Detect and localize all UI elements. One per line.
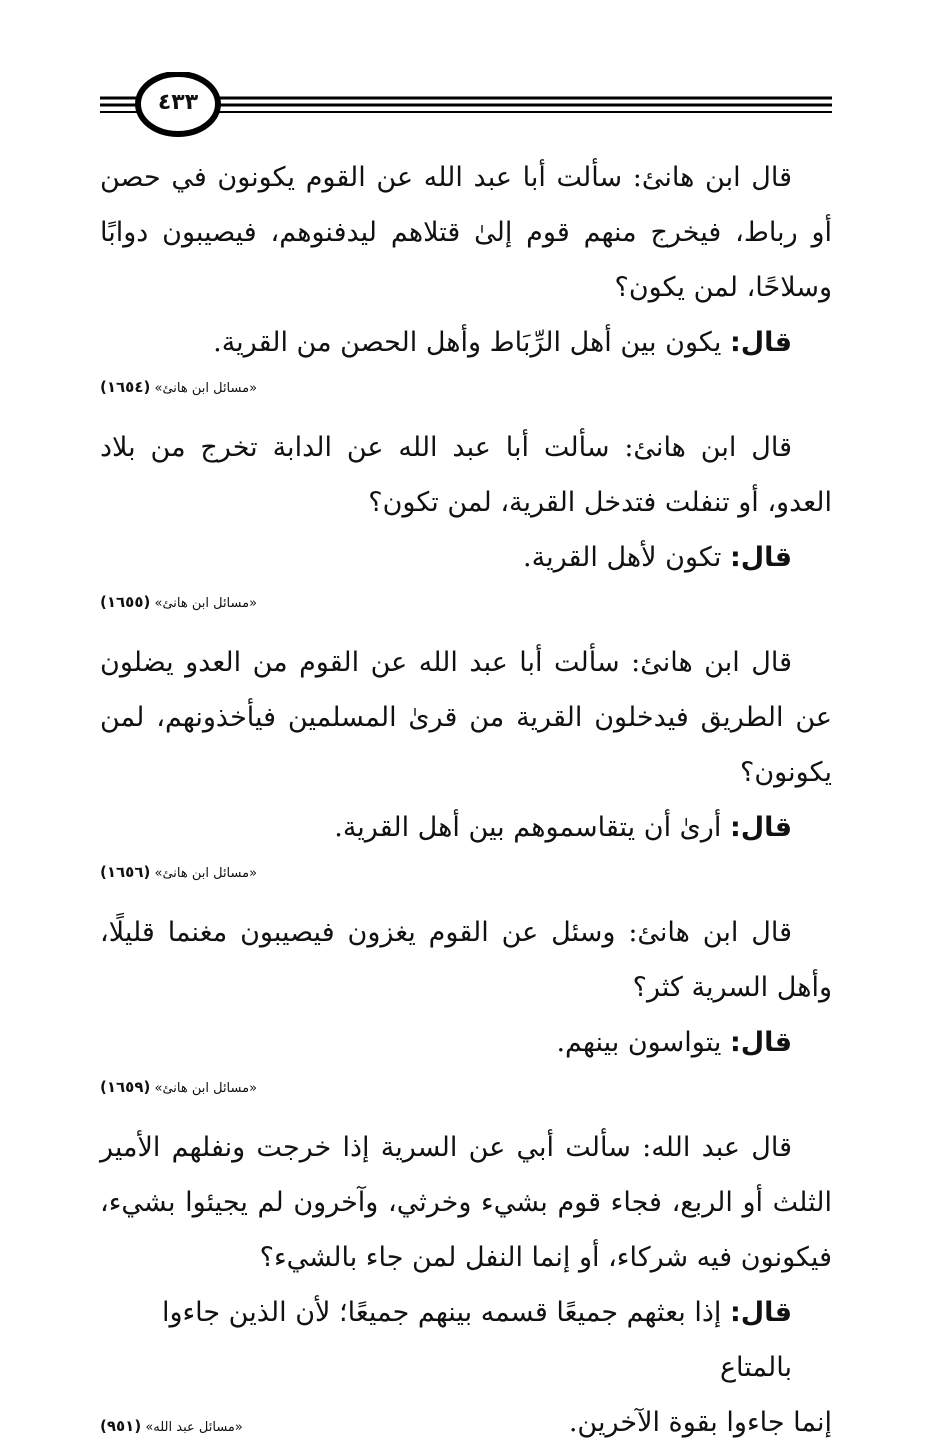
source-number: (١٦٥٩): [100, 1078, 151, 1096]
source-reference: [100, 863, 832, 881]
source-title: «مسائل ابن هانئ»: [154, 1081, 258, 1096]
question-text: قال ابن هانئ: وسئل عن القوم يغزون فيصيبون مغنما قليلًا، وأهل السرية كثر؟: [100, 917, 832, 1003]
entry-1: [100, 150, 832, 396]
source-reference: [100, 378, 832, 396]
question-text: قال ابن هانئ: سألت أبا عبد الله عن القوم من العدو يضلون عن الطريق فيدخلون القرية من قرىٰ المسلمين فيأخذونهم، لمن يكونون؟: [100, 647, 832, 788]
source-reference: [100, 593, 832, 611]
entry-4: [100, 905, 832, 1096]
entry-3: [100, 635, 832, 881]
answer-text: قال: إذا بعثهم جميعًا قسمه بينهم جميعًا؛ لأن الذين جاءوا بالمتاع: [161, 1297, 792, 1383]
source-reference: [100, 1078, 832, 1096]
source-title: «مسائل ابن هانئ»: [154, 866, 258, 881]
answer-last-line: [100, 1395, 832, 1450]
answer-text: قال: يتواسون بينهم.: [556, 1027, 792, 1058]
answer-text-end: إنما جاءوا بقوة الآخرين.: [568, 1407, 832, 1438]
answer-label: قال:: [729, 1027, 792, 1058]
source-title: «مسائل ابن هانئ»: [154, 381, 258, 396]
question-text: قال ابن هانئ: سألت أبا عبد الله عن القوم يكونون في حصن أو رباط، فيخرج منهم قوم إلىٰ قتلاهم ليدفنوهم، فيصيبون دوابًا وسلاحًا، لمن يكون؟: [100, 162, 832, 303]
question-text: قال عبد الله: سألت أبي عن السرية إذا خرجت ونفلهم الأمير الثلث أو الربع، فجاء قوم بشيء وخرثي، وآخرون لم يجيئوا بشيء، فيكونون فيه شركاء، أو إنما النفل لمن جاء بالشيء؟: [100, 1132, 832, 1273]
entry-2: [100, 420, 832, 611]
source-number: (٩٥١): [100, 1417, 142, 1435]
source-number: (١٦٥٥): [100, 593, 151, 611]
answer-label: قال:: [729, 812, 792, 843]
entry-5: [100, 1120, 832, 1450]
page-number: ٤٣٣: [157, 90, 199, 115]
question-text: قال ابن هانئ: سألت أبا عبد الله عن الدابة تخرج من بلاد العدو، أو تنفلت فتدخل القرية، لمن تكون؟: [100, 432, 832, 518]
page-header: [100, 72, 832, 142]
source-title: «مسائل ابن هانئ»: [154, 596, 258, 611]
source-number: (١٦٥٤): [100, 378, 151, 396]
answer-label: قال:: [729, 1297, 792, 1328]
answer-text: قال: أرىٰ أن يتقاسموهم بين أهل القرية.: [334, 812, 792, 843]
source-number: (١٦٥٦): [100, 863, 151, 881]
source-title: «مسائل عبد الله»: [145, 1420, 243, 1435]
page-body: [100, 150, 832, 1450]
source-reference: [100, 1417, 243, 1435]
answer-text: قال: تكون لأهل القرية.: [523, 542, 792, 573]
answer-label: قال:: [729, 327, 792, 358]
answer-label: قال:: [729, 542, 792, 573]
answer-text: قال: يكون بين أهل الرِّبَاط وأهل الحصن من القرية.: [213, 327, 792, 358]
